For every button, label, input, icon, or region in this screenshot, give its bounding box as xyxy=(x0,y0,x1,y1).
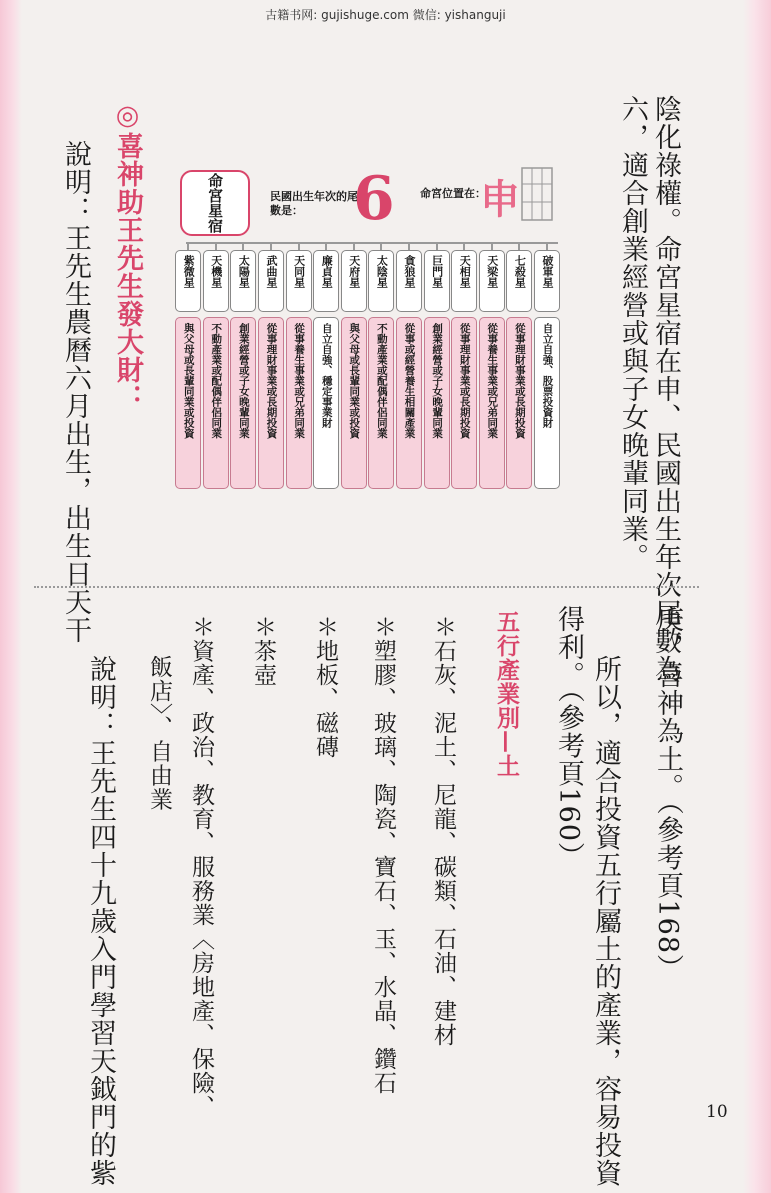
section-divider xyxy=(34,586,699,588)
industry-box xyxy=(368,317,394,489)
star-name: 貪狼星 xyxy=(403,255,416,288)
connector-line xyxy=(298,242,300,250)
industry-box xyxy=(396,317,422,489)
palace-label: 命宮星宿 xyxy=(206,173,224,233)
star-name: 破軍星 xyxy=(541,255,554,288)
industry-text: 從事或經營養生相關產業 xyxy=(403,323,416,439)
connector-line xyxy=(270,242,272,250)
connector-line xyxy=(463,242,465,250)
industry-box xyxy=(479,317,505,489)
star-box xyxy=(341,250,367,312)
industry-box xyxy=(506,317,532,489)
connector-line xyxy=(187,242,189,250)
connector-line xyxy=(215,242,217,250)
industry-item-4: ＊茶壺 xyxy=(250,615,276,687)
industry-box xyxy=(313,317,339,489)
page-edge-right xyxy=(743,0,771,1193)
industry-box xyxy=(258,317,284,489)
industry-text: 從事理財事業或長期投資 xyxy=(265,323,278,439)
star-name: 天相星 xyxy=(458,255,472,288)
bottom-column-1: 庚，喜神為土。（參考頁168） xyxy=(652,605,683,983)
top-column-2: 六，適合創業經營或與子女晚輩同業。 xyxy=(617,95,648,571)
star-name: 廉貞星 xyxy=(320,255,334,288)
star-box xyxy=(313,250,339,312)
connector-line xyxy=(408,242,410,250)
industry-text: 從事理財事業或長期投資 xyxy=(513,323,526,439)
branch-character: 申 xyxy=(480,176,520,223)
star-box xyxy=(424,250,450,312)
bottom-column-3: 得利。（參考頁160） xyxy=(553,605,584,871)
industry-text: 從事理財事業或長期投資 xyxy=(458,323,471,439)
industry-box xyxy=(230,317,256,489)
industry-box xyxy=(534,317,560,489)
industry-text: 不動產業或配偶伴侶同業 xyxy=(375,323,388,439)
star-box xyxy=(534,250,560,312)
star-name: 紫微星 xyxy=(182,255,196,288)
watermark: 古籍书网: gujishuge.com 微信: yishanguji xyxy=(265,8,506,22)
palace-label-box xyxy=(180,170,250,236)
star-box xyxy=(368,250,394,312)
star-box xyxy=(451,250,477,312)
industry-item-2: ＊塑膠、玻璃、陶瓷、寶石、玉、水晶、鑽石 xyxy=(370,615,396,1095)
star-box xyxy=(479,250,505,312)
industry-text: 與父母或長輩同業或投資 xyxy=(182,323,195,439)
star-box xyxy=(506,250,532,312)
year-label: 民國出生年次的尾數是： xyxy=(270,190,358,217)
industry-text: 創業經營或子女晚輩同業 xyxy=(237,323,250,439)
industry-box xyxy=(451,317,477,489)
industry-item-1: ＊石灰、泥土、尼龍、碳類、石油、建材 xyxy=(430,615,456,1047)
industry-item-3: ＊地板、磁磚 xyxy=(312,615,338,759)
industry-text: 自立自強、穩定事業財 xyxy=(320,323,333,428)
star-box xyxy=(286,250,312,312)
star-box xyxy=(203,250,229,312)
bottom-column-2: 所以，適合投資五行屬土的產業，容易投資 xyxy=(590,655,621,1187)
star-box xyxy=(396,250,422,312)
page-number: 10 xyxy=(706,1102,728,1122)
star-name: 太陰星 xyxy=(375,255,389,288)
star-box xyxy=(230,250,256,312)
palace-star-diagram xyxy=(170,160,570,495)
connector-line xyxy=(353,242,355,250)
industry-text: 自立自強、股票投資財 xyxy=(541,323,554,428)
connector-line xyxy=(546,242,548,250)
bottom-explanation: 說明：王先生四十九歲入門學習天鉞門的紫 xyxy=(85,655,116,1187)
industry-box xyxy=(341,317,367,489)
star-box xyxy=(175,250,201,312)
industry-item-5-cont: 飯店〉、自由業 xyxy=(146,655,172,812)
industry-box xyxy=(424,317,450,489)
connector-line xyxy=(242,242,244,250)
year-number: 6 xyxy=(353,164,395,234)
page-edge-left xyxy=(0,0,22,1193)
star-name: 天機星 xyxy=(209,255,223,288)
star-name: 七殺星 xyxy=(513,255,527,288)
star-box xyxy=(258,250,284,312)
connector-line xyxy=(325,242,327,250)
section-heading: ◎喜神助王先生發大財： xyxy=(112,100,143,412)
connector-line xyxy=(491,242,493,250)
grid-decoration xyxy=(520,164,560,224)
industry-heading: 五行產業別—土 xyxy=(493,610,520,778)
industry-text: 從事養生事業或兄弟同業 xyxy=(293,323,306,439)
industry-text: 不動產業或配偶伴侶同業 xyxy=(210,323,223,439)
industry-text: 與父母或長輩同業或投資 xyxy=(348,323,361,439)
top-column-1: 陰化祿權。命宮星宿在申、民國出生年次尾數為 xyxy=(650,95,681,683)
industry-box xyxy=(286,317,312,489)
star-name: 天梁星 xyxy=(485,255,499,288)
connector-line xyxy=(518,242,520,250)
connector-line xyxy=(436,242,438,250)
industry-box xyxy=(203,317,229,489)
star-name: 天同星 xyxy=(292,255,306,288)
position-label: 命宮位置在： xyxy=(420,187,486,200)
connector-line xyxy=(380,242,382,250)
industry-item-5: ＊資產、政治、教育、服務業〈房地產、保險、 xyxy=(188,615,214,1119)
star-name: 巨門星 xyxy=(430,255,444,288)
industry-text: 從事養生事業或兄弟同業 xyxy=(486,323,499,439)
top-explanation: 說明：王先生農曆六月出生，出生日天干 xyxy=(60,140,91,644)
industry-text: 創業經營或子女晚輩同業 xyxy=(431,323,444,439)
industry-box xyxy=(175,317,201,489)
star-name: 武曲星 xyxy=(265,255,278,288)
star-name: 天府星 xyxy=(347,255,361,288)
star-name: 太陽星 xyxy=(237,255,251,288)
